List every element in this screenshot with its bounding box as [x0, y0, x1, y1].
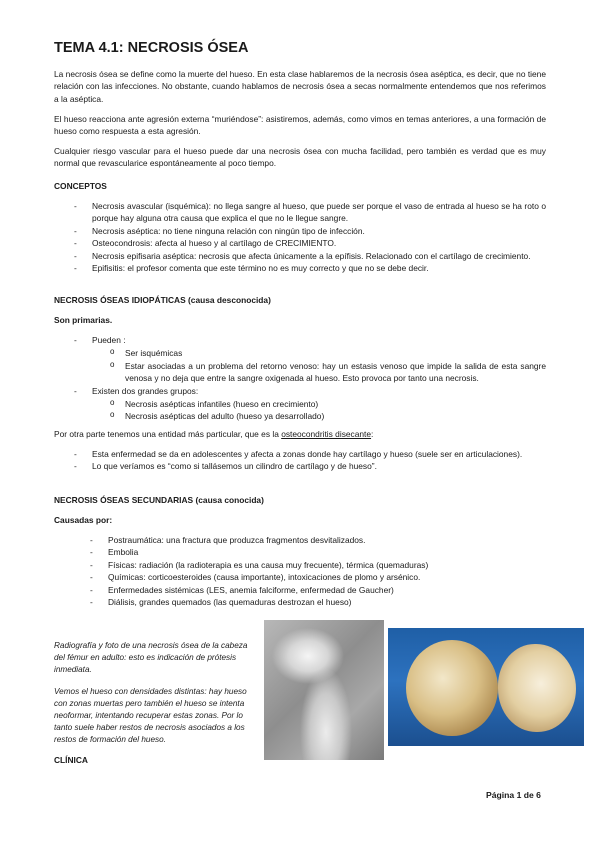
- osteocondritis-term: osteocondritis disecante: [281, 429, 372, 439]
- list-item: [74, 334, 546, 385]
- secundarias-list: [90, 534, 546, 608]
- femur-head-specimen-left: [406, 640, 498, 736]
- figure-caption-2: Vemos el hueso con densidades distintas: hay hueso con zonas muertas pero también el hueso se intenta neoformar, intentando recuperar estas zonas. Por lo tanto suele haber restos de necrosis asociados a los restos de formación del hueso.: [54, 687, 247, 744]
- list-item: - Químicas: corticoesteroides (causa importante), intoxicaciones de plomo y arsénico.: [90, 571, 546, 583]
- osteocondritis-list: [74, 448, 546, 473]
- grupos-label: Existen dos grandes grupos:: [92, 385, 199, 396]
- figure-caption-1: Radiografía y foto de una necrosis ósea de la cabeza del fémur en adulto: esto es indicación de prótesis inmediata.: [54, 641, 248, 674]
- idiopaticas-heading: NECROSIS ÓSEAS IDIOPÁTICAS (causa desconocida): [54, 295, 271, 305]
- list-item: - Esta enfermedad se da en adolescentes y afecta a zonas donde hay cartílago y hueso (suele ser en articulaciones).: [74, 448, 546, 460]
- femur-head-photo: [388, 628, 584, 746]
- list-item: - Físicas: radiación (la radioterapia es una causa muy frecuente), térmica (quemaduras): [90, 559, 546, 571]
- conceptos-heading: CONCEPTOS: [54, 181, 107, 191]
- pueden-label: Pueden :: [92, 335, 126, 345]
- femur-xray-image: [264, 620, 384, 760]
- page-title: TEMA 4.1: NECROSIS ÓSEA: [54, 40, 249, 56]
- secundarias-heading: NECROSIS ÓSEAS SECUNDARIAS (causa conocida): [54, 495, 264, 505]
- list-item: - Enfermedades sistémicas (LES, anemia falciforme, enfermedad de Gaucher): [90, 584, 546, 596]
- list-item: [74, 385, 546, 423]
- list-item: o Estar asociadas a un problema del retorno venoso: hay un estasis venoso que impide la salida de esta sangre venosa y no deja que entre la sangre oxigenada al hueso. Esto provoca por tanto una necrosis.: [110, 360, 546, 385]
- secundarias-subheading: Causadas por:: [54, 515, 113, 525]
- intro-paragraph-1: La necrosis ósea se define como la muerte del hueso. En esta clase hablaremos de la necrosis ósea aséptica, es decir, que no tiene relación con las infecciones. No obstante, cuando hablamos de necrosis ósea a secas normalmente entendemos que nos referimos a la aséptica.: [54, 69, 546, 104]
- list-item: - Epifisitis: el profesor comenta que este término no es muy correcto y que no se debe decir.: [74, 262, 546, 274]
- list-item: - Diálisis, grandes quemados (las quemaduras destrozan el hueso): [90, 596, 546, 608]
- idiopaticas-list: [74, 334, 546, 423]
- pueden-sublist: [110, 347, 546, 384]
- list-item: - Necrosis avascular (isquémica): no llega sangre al hueso, que puede ser porque el vaso de entrada al hueso se ha roto o porque hay alguna otra causa que explica el que no le llegue sangre.: [74, 200, 546, 225]
- list-item: - Necrosis aséptica: no tiene ninguna relación con ningún tipo de infección.: [74, 225, 546, 237]
- list-item: - Lo que veríamos es “como si tallásemos un cilindro de cartílago y de hueso”.: [74, 460, 546, 472]
- page-number: Página 1 de 6: [486, 790, 541, 800]
- osteo-text-before: Por otra parte tenemos una entidad más particular, que es la: [54, 429, 282, 439]
- list-item: - Embolia: [90, 546, 546, 558]
- grupos-sublist: [110, 398, 546, 423]
- osteocondritis-intro: [54, 428, 546, 440]
- list-item: o Necrosis asépticas infantiles (hueso en crecimiento): [110, 398, 546, 410]
- list-item: - Necrosis epifisaria aséptica: necrosis que afecta únicamente a la epífisis. Relacionado con el cartílago de crecimiento.: [74, 250, 546, 262]
- conceptos-list: [74, 200, 546, 274]
- clinica-heading: CLÍNICA: [54, 755, 88, 765]
- idiopaticas-subheading: Son primarias.: [54, 315, 113, 325]
- osteo-text-after: :: [371, 429, 374, 439]
- intro-paragraph-2: El hueso reacciona ante agresión externa “muriéndose”: asistiremos, además, como vimos en temas anteriores, a una formación de hueso como respuesta a esta agresión.: [54, 114, 546, 137]
- femur-head-specimen-right: [498, 644, 576, 732]
- list-item: - Osteocondrosis: afecta al hueso y al cartílago de CRECIMIENTO.: [74, 237, 546, 249]
- list-item: o Necrosis asépticas del adulto (hueso ya desarrollado): [110, 410, 546, 422]
- list-item: - Postraumática: una fractura que produzca fragmentos desvitalizados.: [90, 534, 546, 546]
- list-item: o Ser isquémicas: [110, 347, 546, 359]
- intro-paragraph-3: Cualquier riesgo vascular para el hueso puede dar una necrosis ósea con mucha facilidad, pero también es verdad que es muy normal que revascularice espontáneamente al poco tiempo.: [54, 146, 546, 169]
